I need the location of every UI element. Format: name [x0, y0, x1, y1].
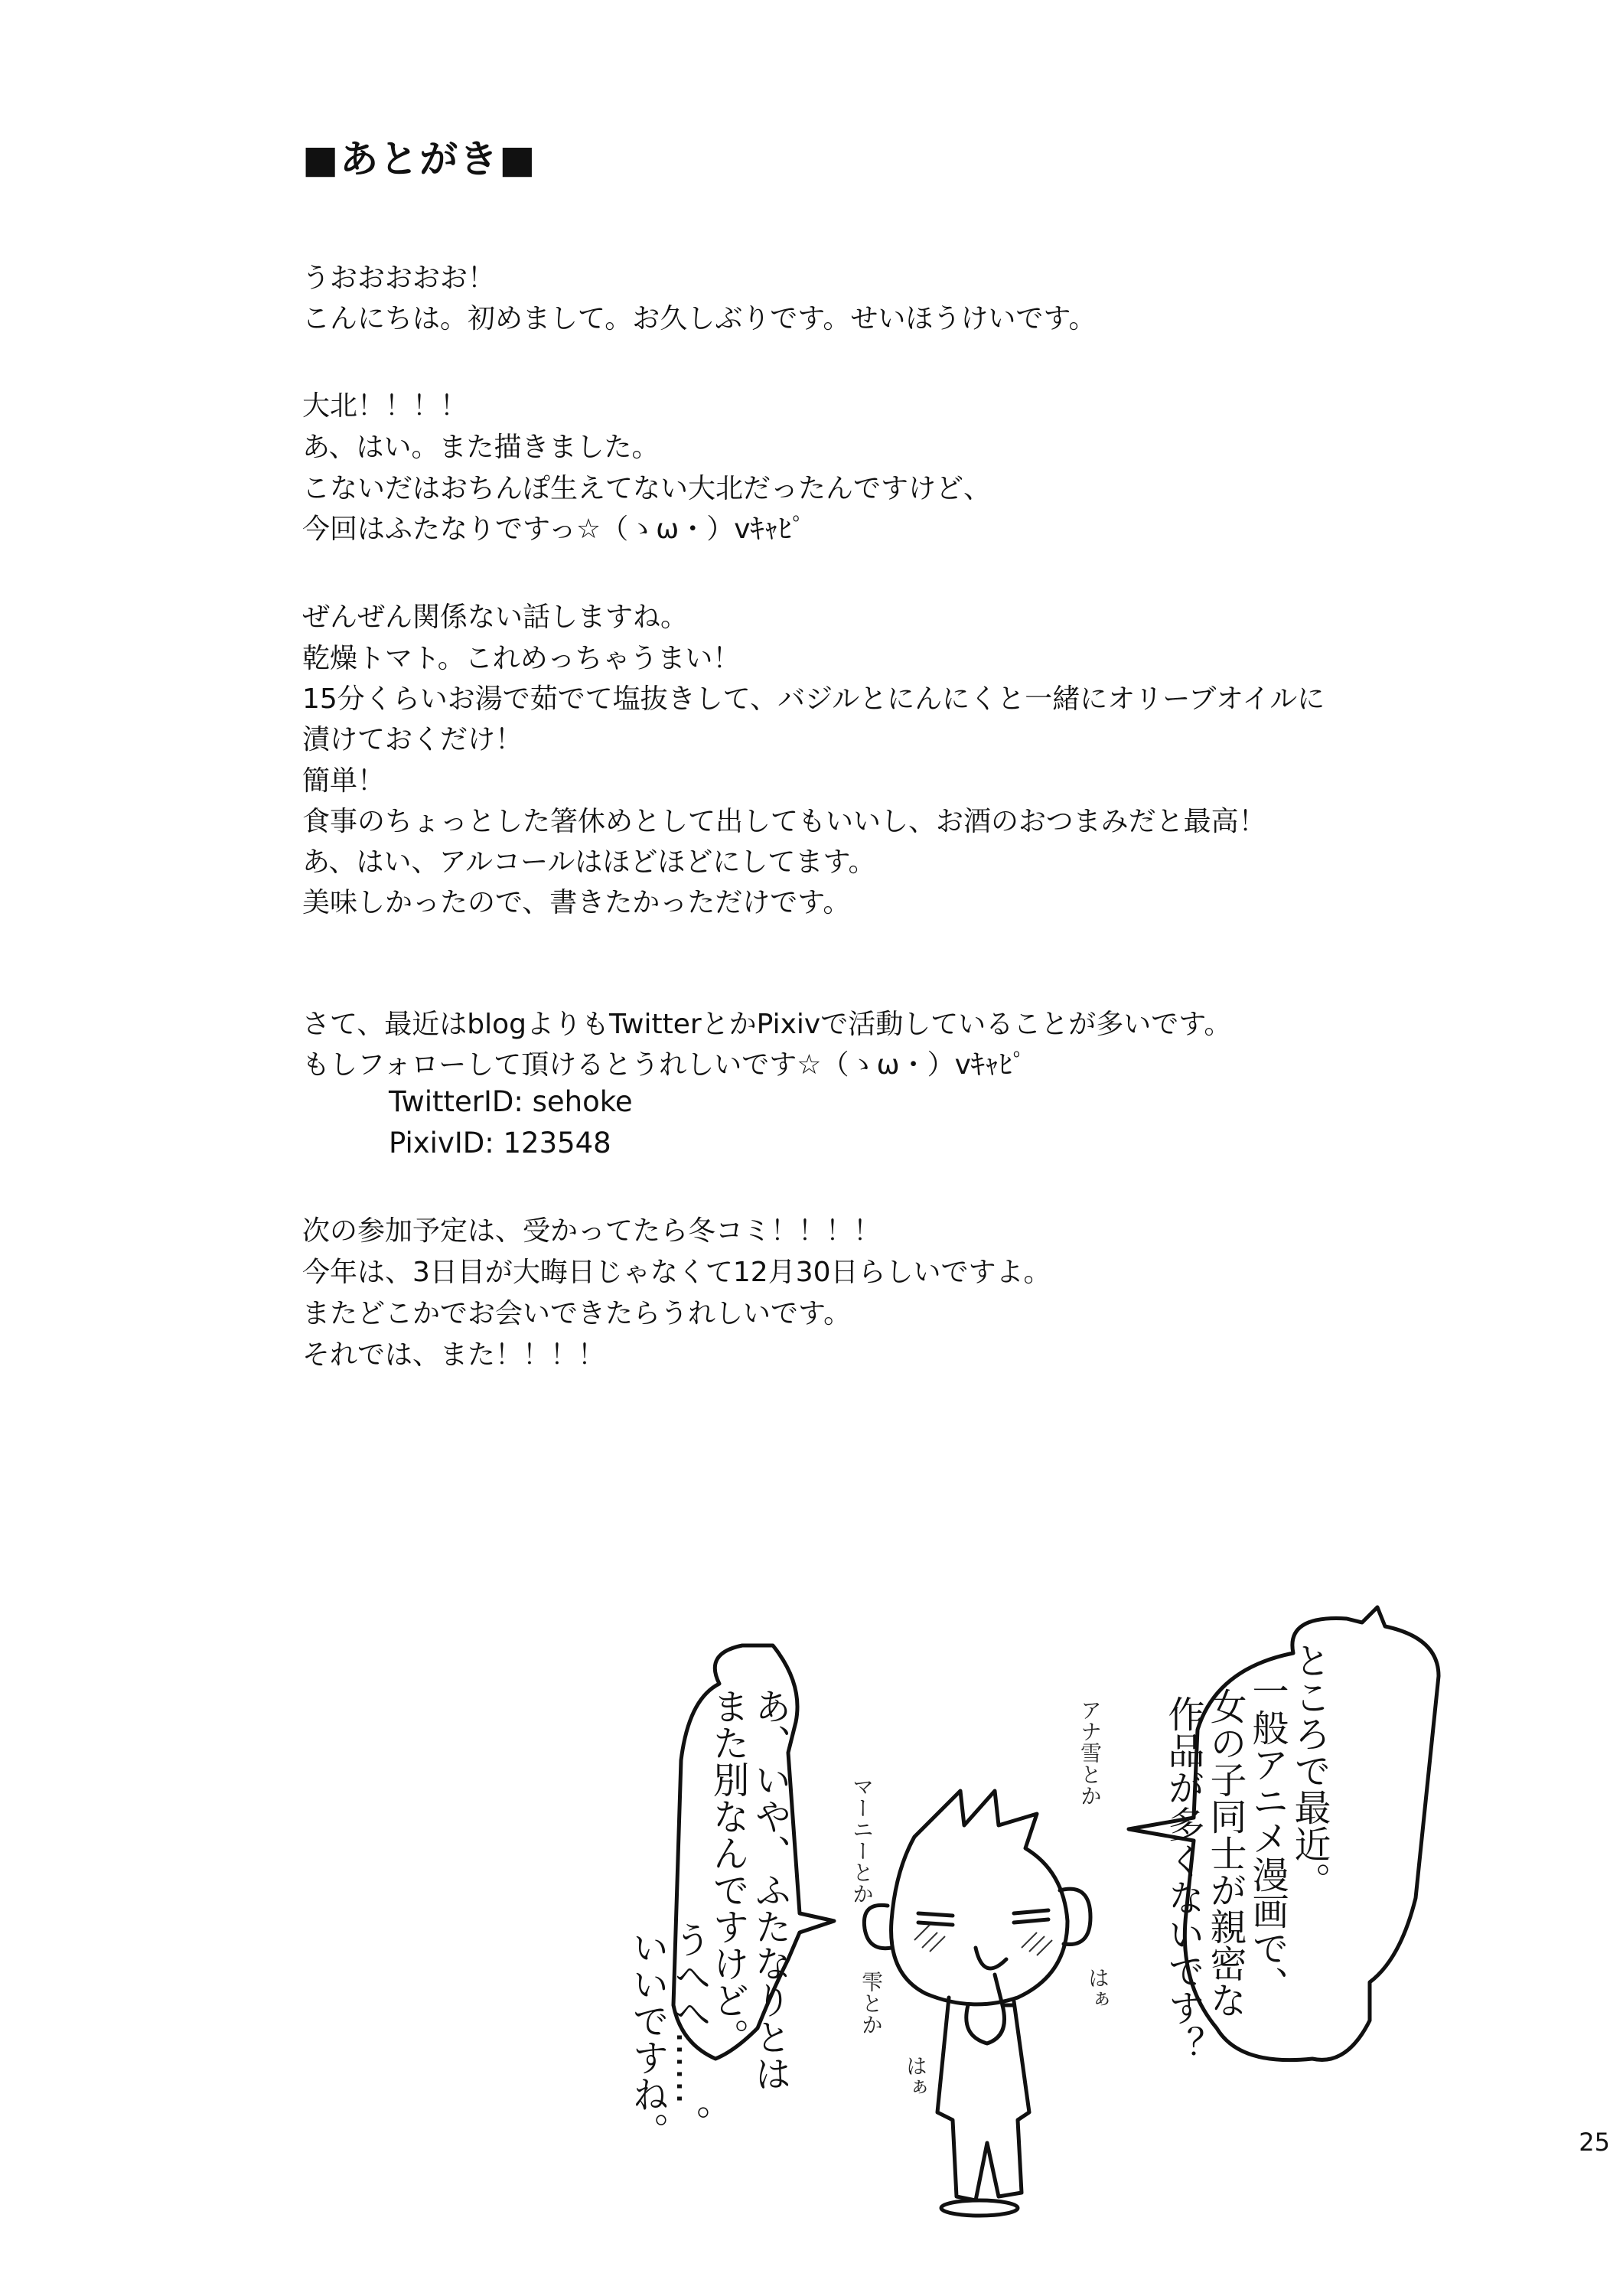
sfx-ana-yuki: アナ雪とか — [1077, 1699, 1103, 1806]
body-line: こんにちは。初めまして。お久しぶりです。せいほうけいです。 — [302, 303, 1097, 334]
speech-line: 女の子同士が親密な — [1204, 1688, 1247, 2018]
speech-line: 作品が多くないです？ — [1162, 1695, 1204, 2063]
speech-line: 一般アニメ漫画で、 — [1246, 1672, 1289, 2003]
character-head — [891, 1791, 1067, 2004]
body-line: 次の参加予定は、受かってたら冬コミ！！！！ — [302, 1215, 882, 1247]
body-line: 15分くらいお湯で茹でて塩抜きして、バジルとにんにくと一緒にオリーブオイルに — [302, 683, 1325, 715]
sfx-rei: 雫とか — [859, 1971, 884, 2035]
aside-line: うへへ……。 — [668, 1921, 711, 2141]
sfx-haa: はぁ — [1085, 1967, 1110, 2010]
body-line: もしフォローして頂けるとうれしいです☆（ゝω・）vｷｬﾋﾟ — [302, 1049, 1026, 1081]
sfx-marnie: マーニーとか — [849, 1776, 875, 1904]
pixiv-id: PixivID: 123548 — [389, 1127, 611, 1159]
body-line: 今年は、3日目が大晦日じゃなくて12月30日らしいですよ。 — [302, 1257, 1051, 1288]
body-line: こないだはおちんぽ生えてない大北だったんですけど、 — [302, 473, 992, 504]
body-line: 大北！！！！ — [302, 390, 468, 422]
body-line: 漬けておくだけ！ — [302, 724, 523, 755]
body-line: 今回はふたなりですっ☆（ゝω・）vｷｬﾋﾟ — [302, 514, 806, 545]
body-line: 食事のちょっとした箸休めとして出してもいいし、お酒のおつまみだと最高！ — [302, 806, 1266, 837]
body-line: あ、はい、アルコールはほどほどにしてます。 — [302, 846, 876, 878]
twitter-id: TwitterID: sehoke — [389, 1085, 633, 1118]
page-number: 25 — [1579, 2128, 1610, 2157]
body-line: あ、はい。また描きました。 — [302, 432, 660, 463]
afterword-title: ■あとがき■ — [302, 137, 537, 181]
body-line: 簡単！ — [302, 765, 386, 797]
speech-line: あ、いや、ふたなりとは — [748, 1688, 791, 2092]
body-line: 美味しかったので、書きたかっただけです。 — [302, 887, 851, 918]
body-line: 乾燥トマト。これめっちゃうまい！ — [302, 643, 741, 674]
body-line: ぜんぜん関係ない話しますね。 — [302, 602, 689, 633]
character-body — [937, 1998, 1029, 2200]
body-line: それでは、また！！！！ — [302, 1339, 606, 1371]
speech-line: また別なんですけど。 — [706, 1688, 749, 2055]
sfx-haa: はぁ — [903, 2055, 928, 2098]
body-line: うおおおおお！ — [302, 263, 496, 294]
speech-line: ところで最近。 — [1288, 1642, 1331, 1899]
aside-line: いいですね。 — [626, 1929, 669, 2149]
body-line: さて、最近はblogよりもTwitterとかPixivで活動していることが多いです。 — [302, 1009, 1232, 1040]
body-line: またどこかでお会いできたらうれしいです。 — [302, 1298, 852, 1329]
